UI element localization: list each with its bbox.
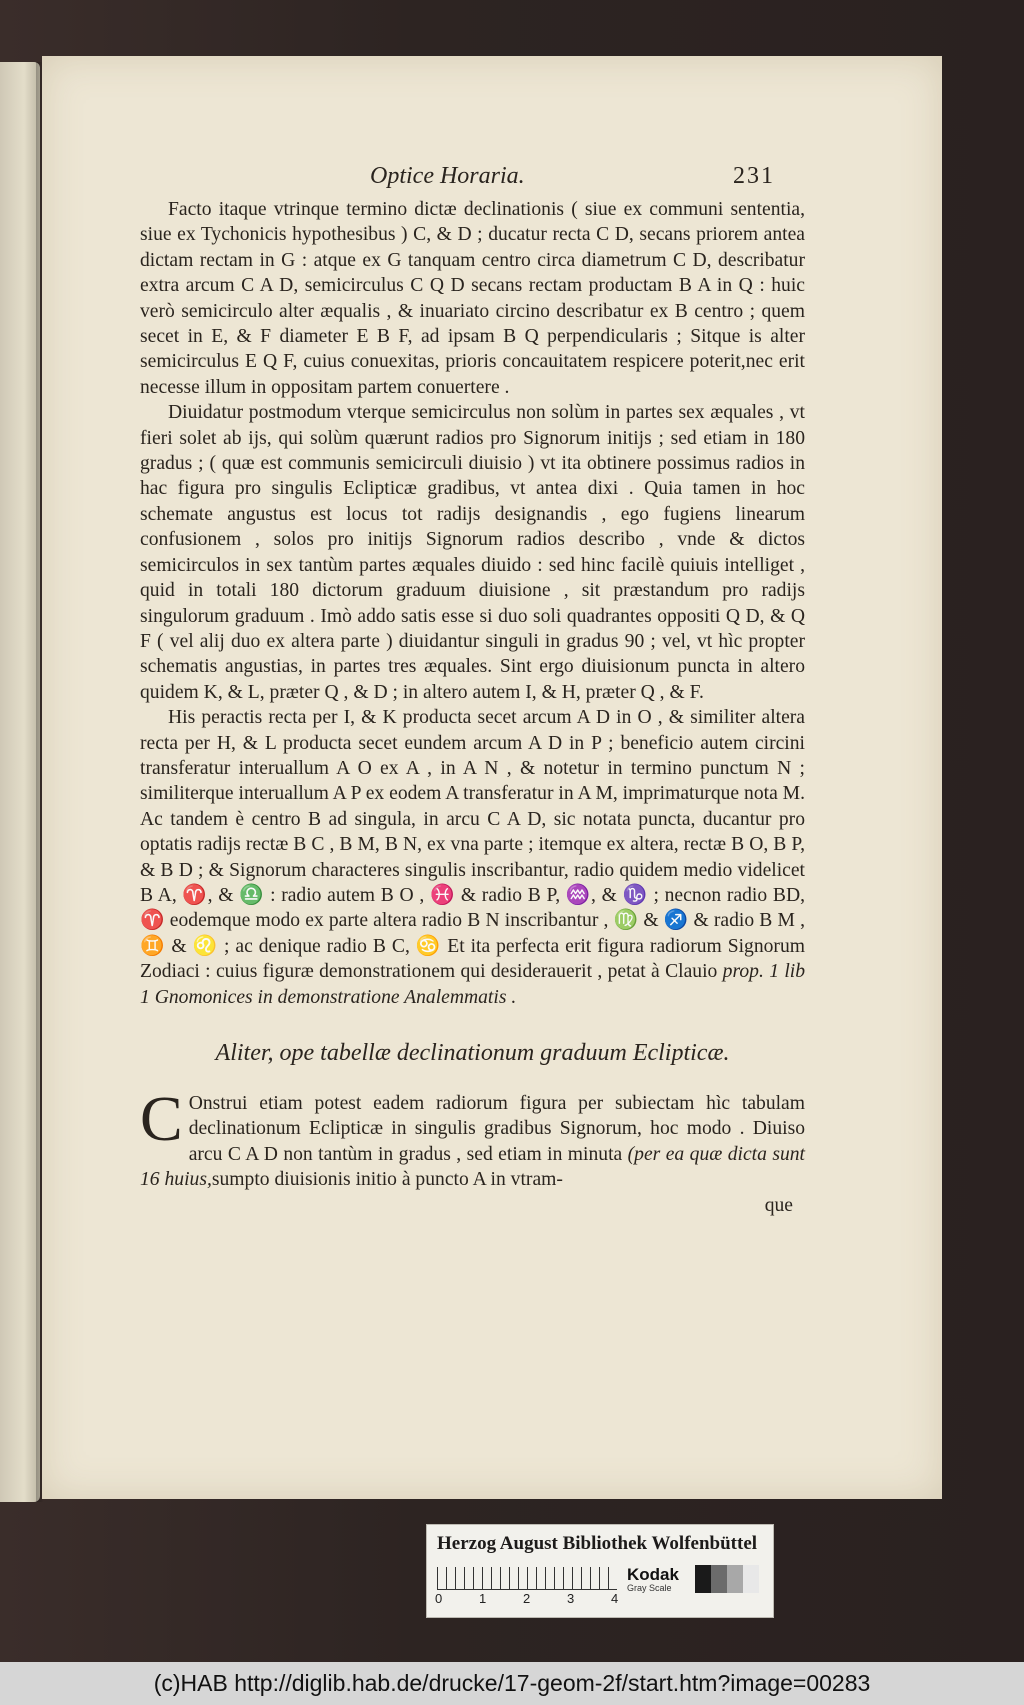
ruler-number-0: 0 [435,1591,443,1606]
copyright-footer: (c)HAB http://diglib.hab.de/drucke/17-geom-2f/start.htm?image=00283 [0,1662,1024,1705]
paragraph-4-text: Onstrui etiam potest eadem radiorum figura per subiectam hìc tabulam declinationum Eclipticæ in singulis gradibus Signorum, hoc modo . Diuiso arcu C A D non tantùm in gradus , sed etiam in minuta [188,1093,805,1165]
page-content [140,163,805,1218]
paragraph-3-text: His peractis recta per I, & K producta secet arcum A D in O , & similiter altera recta per H, & L producta secet eundem arcum A D in P ; beneficio autem circini transferatur interuallum A O ex A , in A N , & notetur in termino punctum N ; similiterque interuallum A P ex eodem A transferatur in A M, imprimaturque nota M. Ac tandem è centro B ad singula, in arcu C A D, sic notata puncta, ducantur pro optatis radijs rectæ B C , B M, B N, ex vna parte ; itemque ex altera, rectæ B O, B P, & B D ; & Signorum characteres singulis inscribantur, radio quidem medio videlicet B A, ♈, & ♎ : radio autem B O , ♓ & radio B P, ♒, & ♑ ; necnon radio BD, ♈ eodemque modo ex parte altera radio B N inscribantur , ♍ & ♐ & radio B M , ♊ & ♌ ; ac denique radio B C, ♋ Et ita perfecta erit figura radiorum Signorum Zodiaci : cuius figuræ demonstrationem qui desiderauerit , petat à Clauio [140,707,805,983]
facing-page-edge [0,62,40,1502]
section-heading: Aliter, ope tabellæ declinationum graduum Eclipticæ. [215,1040,730,1066]
citation: prop. 1 lib 1 Gnomonices in demonstratione Analemmatis . [140,961,806,1008]
paragraph-4-reference: (per ea quæ dicta sunt 16 huius, [140,1143,806,1191]
paragraph-4-end: sumpto diuisionis initio à puncto A in vtram- [211,1169,563,1191]
gray-scale-patches [695,1565,759,1593]
gray-patch-light [727,1565,743,1593]
ruler-number-1: 1 [479,1591,487,1606]
book-page [42,56,942,1499]
running-title: Optice Horaria. [370,163,525,189]
paragraph-2: Diuidatur postmodum vterque semicirculus non solùm in partes sex æquales , vt fieri solet ab ijs, qui solùm quærunt radios pro Signorum initijs ; sed etiam in 180 gradus ; ( quæ est communis semicirculi diuisio ) vt ita obtinere possimus radios in hac figura pro singulis Eclipticæ gradibus, vt antea dixi . Quia tamen in hoc schemate angustus est locus tot radijs designandis , ego fugiens linearum confusionem , solos pro initijs Signorum radios describo , vnde & dictos semicirculos in sex tantùm partes æquales diuido : sed hinc facilè quiuis intelliget , quid in totali 180 dictorum graduum diuisione , sit præstandum pro radijs singulorum graduum . Imò addo satis esse si duo soli quadrantes oppositi Q D, & Q F ( vel alij duo ex altera parte ) diuidantur singuli in gradus 90 ; vel, vt hìc propter schematis angustias, in partes tres æquales. Sint ergo diuisionum puncta in altero quidem K, & L, præter Q , & D ; in altero autem I, & H, præter Q , & F. [140,402,805,703]
library-name: Herzog August Bibliothek Wolfenbüttel [437,1533,758,1554]
paragraph-4 [140,1083,806,1193]
catchword: que [764,1194,793,1216]
gray-patch-white [743,1565,759,1593]
scale-ruler [437,1567,617,1590]
ruler-number-3: 3 [567,1591,575,1606]
running-header [140,163,805,197]
kodak-subtitle: Gray Scale [627,1583,672,1593]
paragraph-3 [140,705,805,1010]
gray-patch-mid [711,1565,727,1593]
drop-cap: C [140,1083,183,1154]
library-label-card [426,1524,774,1618]
paragraph-1: Facto itaque vtrinque termino dictæ declinationis ( siue ex communi sententia, siue ex Tychonicis hypothesibus ) C, & D ; ducatur recta C D, secans priorem antea dictam rectam in G : atque ex G tanquam centro circa diametrum C D, describatur extra arcum C A D, semicirculus C Q D secans rectam productam B A in Q : huic verò semicirculo alter æqualis , & inuariato circino describatur ex B centro ; quem secet in E, & F diameter E B F, ad ipsam B Q perpendicularis ; Sitque is alter semicirculus E Q F, cuius conuexitas, prioris concauitatem respicere poterit,nec erit necesse illum in oppositam partem conuertere . [140,199,805,398]
gray-patch-dark [695,1565,711,1593]
page-number: 231 [733,163,775,189]
ruler-number-4: 4 [611,1591,619,1606]
kodak-logo [627,1565,679,1593]
kodak-brand: Kodak [627,1565,679,1584]
body-text [140,197,805,1010]
ruler-number-2: 2 [523,1591,531,1606]
